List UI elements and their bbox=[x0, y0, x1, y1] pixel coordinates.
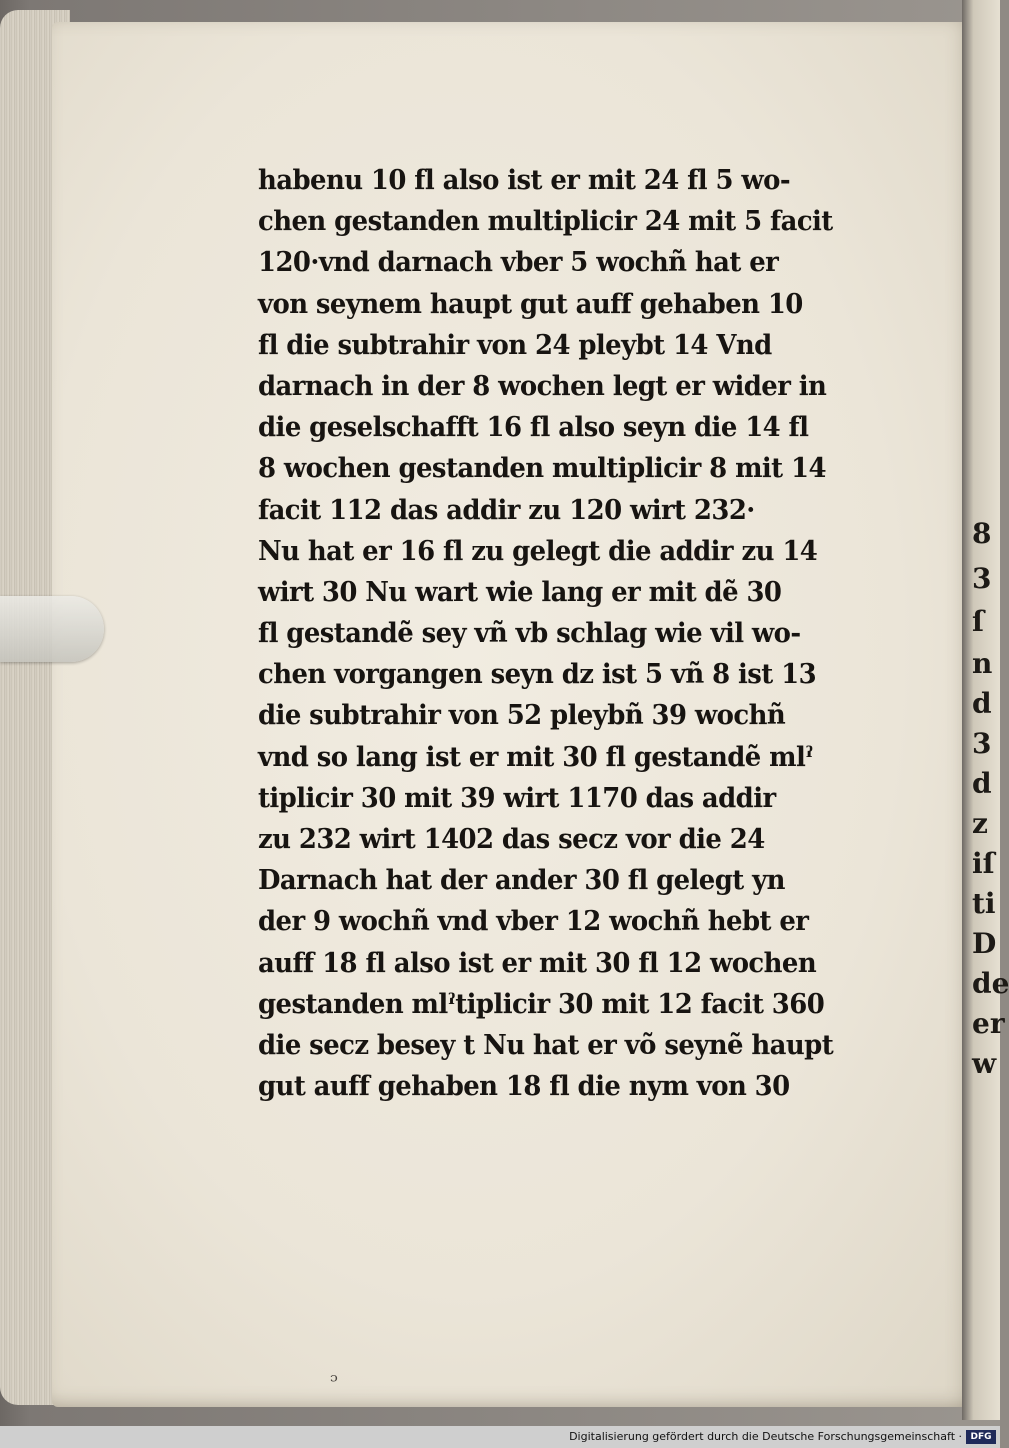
facing-page-fragment: d bbox=[972, 767, 992, 800]
text-line: der 9 wochñ vnd vber 12 wochñ hebt er bbox=[258, 906, 809, 938]
text-line: die subtrahir von 52 pleybñ 39 wochñ bbox=[258, 700, 786, 732]
text-line: tiplicir 30 mit 39 wirt 1170 das addir bbox=[258, 782, 776, 814]
text-line: chen gestanden multiplicir 24 mit 5 facit bbox=[258, 206, 833, 238]
facing-page-fragment: d bbox=[972, 687, 992, 720]
text-line: Nu hat er 16 fl zu gelegt die addir zu 14 bbox=[258, 535, 818, 567]
text-line: 120·vnd darnach vber 5 wochñ hat er bbox=[258, 247, 779, 279]
text-block bbox=[258, 160, 858, 1107]
facing-page-fragment: z bbox=[972, 807, 988, 840]
text-line: fl die subtrahir von 24 pleybt 14 Vnd bbox=[258, 329, 772, 361]
text-line: darnach in der 8 wochen legt er wider in bbox=[258, 370, 827, 402]
dfg-logo: DFG bbox=[966, 1430, 996, 1444]
facing-page-fragment: de bbox=[972, 967, 1009, 1000]
text-line: zu 232 wirt 1402 das secz vor die 24 bbox=[258, 824, 765, 855]
facing-page-fragment: 8 bbox=[972, 517, 992, 550]
text-line: chen vorgangen seyn dz ist 5 vñ 8 ist 13 bbox=[258, 659, 817, 691]
text-line: gut auff gehaben 18 fl die nym von 30 bbox=[258, 1071, 790, 1103]
text-line: 8 wochen gestanden multiplicir 8 mit 14 bbox=[258, 453, 826, 485]
facing-page-fragment: 3 bbox=[972, 727, 992, 760]
text-line: von seynem haupt gut auff gehaben 10 bbox=[258, 288, 803, 320]
margin-mark: ᵓ bbox=[330, 1370, 338, 1395]
text-line: wirt 30 Nu wart wie lang er mit dẽ 30 bbox=[258, 576, 782, 608]
footer-bar bbox=[0, 1426, 1000, 1448]
facing-page-fragment: ſ bbox=[972, 605, 985, 638]
footer-credit: Digitalisierung gefördert durch die Deutsche Forschungsgemeinschaft · bbox=[569, 1430, 962, 1443]
facing-page-fragment: w bbox=[972, 1047, 997, 1080]
text-line: gestanden mlˀtiplicir 30 mit 12 facit 360 bbox=[258, 988, 825, 1020]
text-line: auff 18 fl also ist er mit 30 fl 12 wochen bbox=[258, 947, 817, 979]
facing-page-fragment: ti bbox=[972, 887, 996, 920]
facing-page-fragment: 3 bbox=[972, 562, 992, 595]
text-line: die secz besey t Nu hat er võ seynẽ haupt bbox=[258, 1029, 834, 1061]
facing-page-fragment: D bbox=[972, 927, 997, 960]
text-line: Darnach hat der ander 30 fl gelegt yn bbox=[258, 865, 785, 897]
page-clip bbox=[0, 596, 104, 662]
text-line: habenu 10 fl also ist er mit 24 fl 5 wo- bbox=[258, 165, 791, 196]
facing-page-fragment: iſ bbox=[972, 847, 995, 880]
facing-page-edge bbox=[962, 0, 1009, 1420]
text-line: vnd so lang ist er mit 30 fl gestandẽ mlˀ bbox=[258, 741, 813, 773]
text-line: die geselschafft 16 fl also seyn die 14 fl bbox=[258, 412, 809, 444]
facing-page-fragment: er bbox=[972, 1007, 1005, 1040]
text-line: fl gestandẽ sey vñ vb schlag wie vil wo- bbox=[258, 618, 801, 650]
facing-page-fragment: n bbox=[972, 647, 993, 680]
text-line: facit 112 das addir zu 120 wirt 232· bbox=[258, 494, 755, 526]
